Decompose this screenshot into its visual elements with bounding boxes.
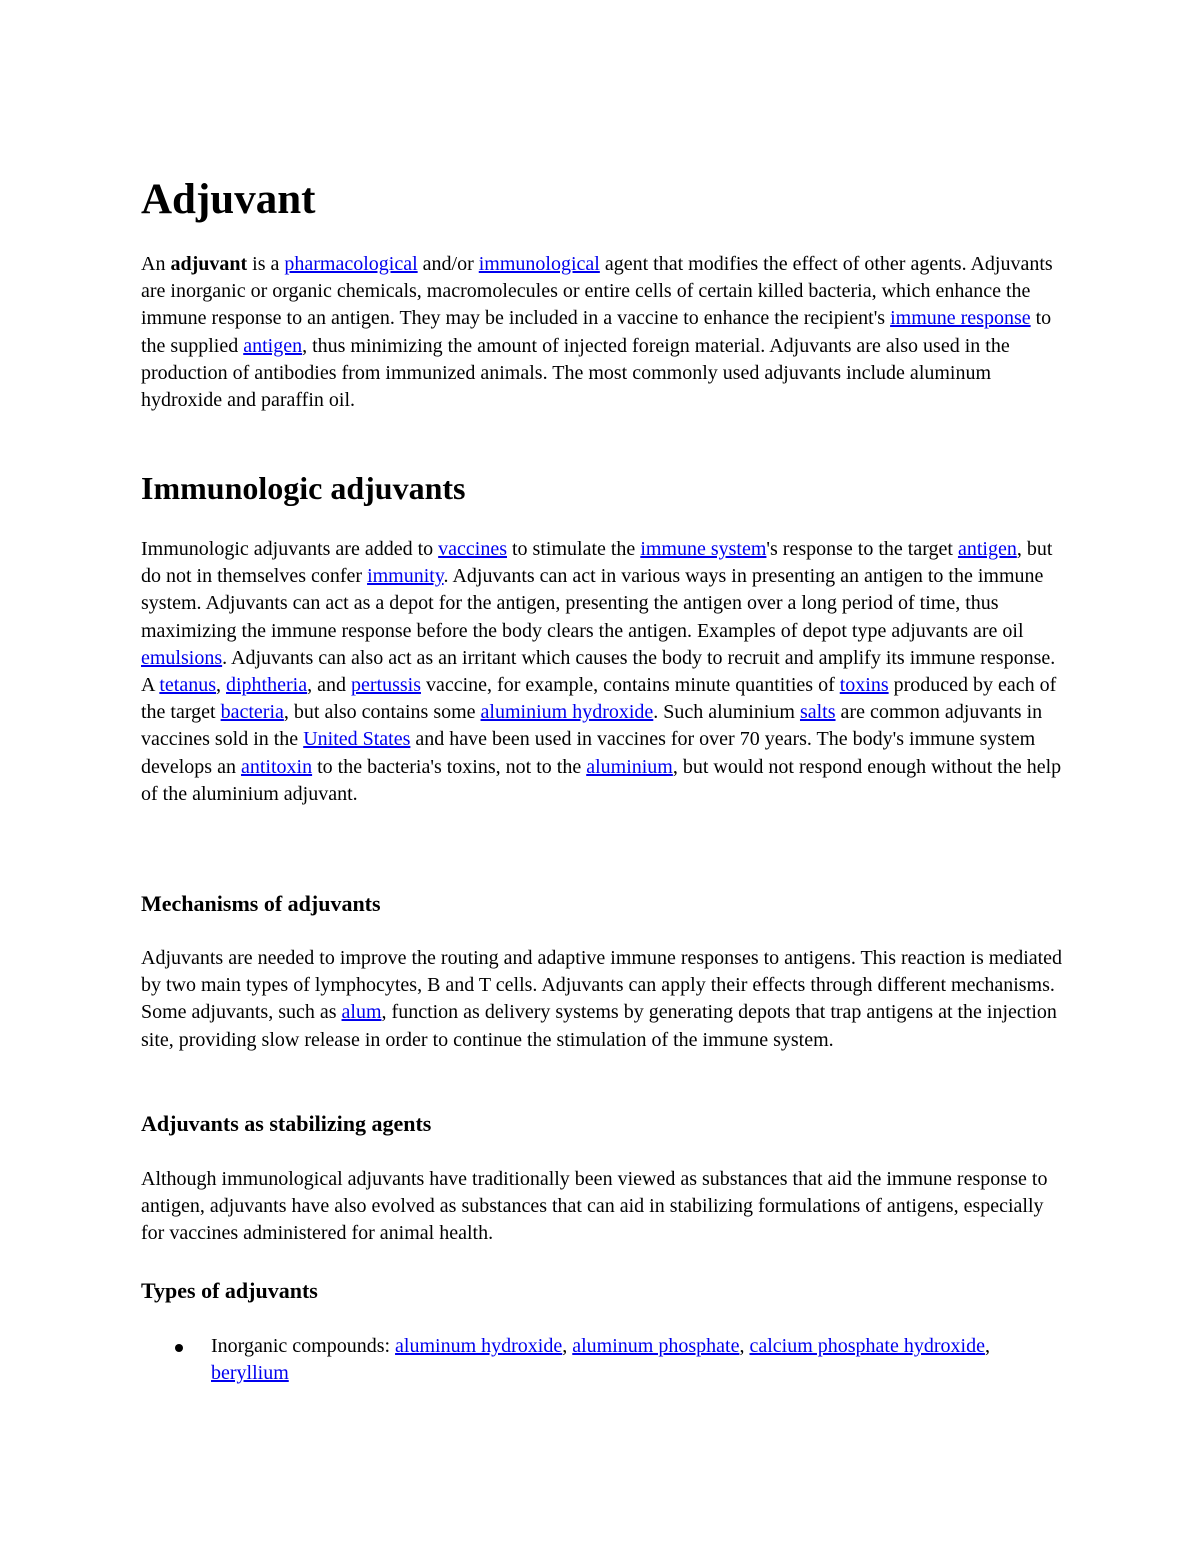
stabilizing-paragraph: Although immunological adjuvants have traditionally been viewed as substances that aid the immune response to antigen, adjuvants have also evolved as substances that can aid in stabilizing formulations of antigens, especially for vaccines administered for animal health. — [141, 1168, 1048, 1245]
text-run: , thus minimizing the amount of injected foreign material. Adjuvants are also used in the production of antibodies from immunized animals. The most commonly used adjuvants include aluminum hydroxide and paraffin oil. — [141, 334, 1010, 412]
immunologic-paragraph — [141, 536, 1066, 808]
text-run: , and — [307, 674, 351, 697]
link-beryllium[interactable]: beryllium — [211, 1362, 289, 1385]
text-run: produced by each of the target — [141, 674, 1057, 724]
text-run: to stimulate the — [507, 538, 641, 560]
link-diphtheria[interactable]: diphtheria — [226, 674, 308, 697]
link-immunity[interactable]: immunity — [367, 565, 444, 588]
link-toxins[interactable]: toxins — [839, 674, 889, 697]
text-run: , — [739, 1335, 750, 1357]
link-aluminum-phosphate[interactable]: aluminum phosphate — [572, 1335, 740, 1357]
text-run: and have been used in vaccines for over 70 years. The body's immune system develops an — [141, 728, 1036, 778]
link-tetanus[interactable]: tetanus — [159, 674, 216, 697]
link-bacteria[interactable]: bacteria — [220, 701, 284, 724]
heading-immunologic-adjuvants: Immunologic adjuvants — [141, 470, 466, 506]
list-item — [141, 1333, 1041, 1387]
link-antigen[interactable]: antigen — [957, 538, 1017, 560]
link-pertussis[interactable]: pertussis — [350, 674, 421, 697]
text-run: , function as delivery systems by generating depots that trap antigens at the injection site, providing slow release in order to continue the stimulation of the immune system. — [141, 1001, 1057, 1051]
text-run: vaccine, for example, contains minute quantities of — [420, 674, 840, 697]
text-run: , — [984, 1335, 990, 1357]
text-run: to the supplied — [141, 307, 1052, 357]
page-title: Adjuvant — [141, 176, 316, 223]
mechanisms-paragraph — [141, 945, 1066, 1054]
link-aluminium[interactable]: aluminium — [586, 755, 673, 778]
text-run: agent that modifies the effect of other agents. Adjuvants are inorganic or organic chemicals, macromolecules or entire cells of certain killed bacteria, which enhance the immune response to an antigen. They may be included in a vaccine to enhance the recipient's — [141, 253, 1053, 330]
link-salts[interactable]: salts — [799, 701, 836, 724]
text-run: , but do not in themselves confer — [141, 538, 1053, 588]
link-aluminium-hydroxide[interactable]: aluminium hydroxide — [480, 701, 654, 724]
bold-term: adjuvant — [170, 253, 248, 275]
text-run: to the bacteria's toxins, not to the — [312, 755, 587, 778]
text-run: are common adjuvants in vaccines sold in the — [141, 701, 1043, 751]
heading-mechanisms: Mechanisms of adjuvants — [141, 891, 381, 916]
text-run: , but also contains some — [283, 701, 481, 724]
text-run: . Such aluminium — [653, 701, 800, 724]
link-immune-system[interactable]: immune system — [640, 538, 767, 560]
link-immunological[interactable]: immunological — [478, 253, 600, 275]
link-pharmacological[interactable]: pharmacological — [284, 253, 418, 275]
text-run: An — [141, 253, 171, 275]
text-run: Inorganic compounds: — [211, 1335, 396, 1357]
link-calcium-phosphate-hydroxide[interactable]: calcium phosphate hydroxide — [749, 1335, 985, 1357]
text-run: , — [216, 674, 226, 697]
heading-types-of-adjuvants: Types of adjuvants — [141, 1278, 318, 1303]
types-list — [141, 1333, 1066, 1387]
link-emulsions[interactable]: emulsions — [141, 646, 223, 669]
text-run: , — [562, 1335, 573, 1357]
text-run: and/or — [417, 253, 479, 275]
text-run: , but would not respond enough without the help of the aluminium adjuvant. — [141, 755, 1062, 805]
link-aluminum-hydroxide[interactable]: aluminum hydroxide — [395, 1335, 563, 1357]
link-united-states[interactable]: United States — [303, 728, 411, 751]
text-run: 's response to the target — [766, 538, 958, 560]
link-alum[interactable]: alum — [341, 1001, 382, 1024]
text-run: . Adjuvants can act in various ways in presenting an antigen to the immune system. Adjuvants can act as a depot for the antigen, presenting the antigen over a long period of time, thus maximizing the immune response before the body clears the antigen. Examples of depot type adjuvants are oil — [141, 565, 1044, 642]
link-vaccines[interactable]: vaccines — [438, 538, 507, 560]
text-run: is a — [247, 253, 285, 275]
bullet-icon — [175, 1344, 183, 1352]
heading-stabilizing-agents: Adjuvants as stabilizing agents — [141, 1111, 432, 1136]
link-antigen[interactable]: antigen — [243, 334, 303, 357]
text-run: . Adjuvants can also act as an irritant which causes the body to recruit and amplify its immune response. A — [141, 646, 1056, 697]
text-run: Immunologic adjuvants are added to — [141, 538, 439, 560]
intro-paragraph — [141, 251, 1066, 414]
text-run: Adjuvants are needed to improve the routing and adaptive immune responses to antigens. This reaction is mediated by two main types of lymphocytes, B and T cells. Adjuvants can apply their effects through different mechanisms. Some adjuvants, such as — [141, 947, 1063, 1024]
link-antitoxin[interactable]: antitoxin — [240, 755, 313, 778]
link-immune-response[interactable]: immune response — [890, 307, 1031, 330]
